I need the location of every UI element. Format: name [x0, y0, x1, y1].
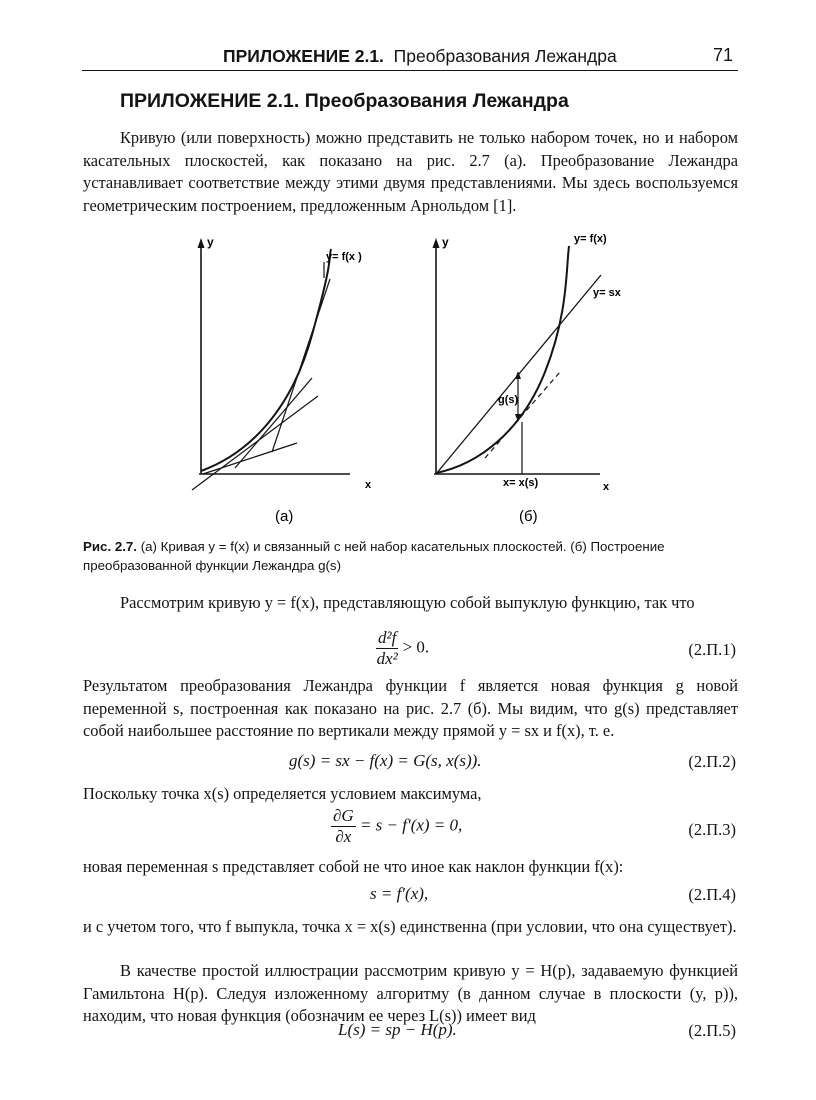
paragraph-2: Результатом преобразования Лежандра функции f является новая функция g новой переменной s, построенная как показано на рис. 2.7 (б). Мы видим, что g(s) представляет собой наибольшее расстояние по вертикали между прямой y = sx и f(x), т. е.: [83, 676, 738, 741]
x-of-s-label: x= x(s): [503, 477, 539, 489]
equation-2-p-5: L(s) = sp − H(p). (2.П.5): [338, 1020, 736, 1040]
figure-2-7: [0, 0, 816, 530]
paragraph-4: новая переменная s представляет собой не что иное как наклон функции f(x):: [83, 857, 624, 876]
left-y-label: y: [207, 235, 214, 249]
equation-2-p-2: g(s) = sx − f(x) = G(s, x(s)). (2.П.2): [289, 751, 736, 771]
equation-2-p-4: s = f′(x), (2.П.4): [370, 884, 736, 904]
paragraph-1: Рассмотрим кривую y = f(x), представляющую собой выпуклую функцию, так что: [120, 593, 695, 612]
figure-caption: Рис. 2.7. (а) Кривая y = f(x) и связанный с ней набор касательных плоскостей. (б) Построение преобразованной функции Лежандра g(s): [83, 539, 665, 573]
paragraph-5: и с учетом того, что f выпукла, точка x = x(s) единственна (при условии, что она существует).: [83, 917, 737, 936]
right-line-label: y= sx: [593, 287, 621, 299]
figure-left-panel: [192, 235, 372, 491]
page-number: 71: [713, 45, 734, 65]
intro-paragraph: Кривую (или поверхность) можно представить не только набором точек, но и набором касательных плоскостей, как показано на рис. 2.7 (а). Преобразование Лежандра устанавливает соответствие между этими двумя представлениями. Мы здесь воспользуемся геометрическим построением, предложенным Арнольдом [1].: [83, 128, 738, 215]
left-x-label: x: [365, 479, 372, 491]
equation-2-p-1: $\frac{\text{d²f}}{\text{dx²}}$ > 0. (2.П.1): [376, 628, 736, 668]
tangent-line-3: [235, 378, 312, 468]
running-header-title: ПРИЛОЖЕНИЕ 2.1. Преобразования Лежандра: [223, 46, 617, 66]
right-panel-label: (б): [519, 508, 538, 525]
figure-right-panel: [433, 233, 622, 493]
left-panel-label: (а): [275, 508, 294, 525]
right-curve-label: y= f(x): [574, 233, 607, 245]
paragraph-6: В качестве простой иллюстрации рассмотрим кривую y = H(p), задаваемую функцией Гамильтона H(p). Следуя изложенному алгоритму (в данном случае в плоскости (y, p)), находим, что новая функция (обозначим ее через L(s)) имеет вид: [83, 961, 738, 1026]
right-y-label: y: [442, 235, 449, 249]
paragraph-3: Поскольку точка x(s) определяется условием максимума,: [83, 784, 482, 803]
equation-2-p-3: $\frac{\partial G}{\partial x}$ = s − f′(x) = 0, (2.П.3): [333, 806, 736, 846]
tangent-line-2: [192, 396, 318, 490]
left-curve-label: y= f(x ): [326, 251, 362, 263]
tangent-line-4: [272, 279, 330, 452]
right-y-arrow: [433, 238, 440, 248]
tangent-line-1: [203, 443, 297, 474]
left-y-arrow: [198, 238, 205, 248]
right-curve: [436, 246, 569, 473]
right-x-label: x: [603, 481, 610, 493]
section-title: ПРИЛОЖЕНИЕ 2.1. Преобразования Лежандра: [120, 90, 569, 112]
g-of-s-label: g(s): [498, 394, 519, 406]
left-curve: [201, 249, 331, 471]
